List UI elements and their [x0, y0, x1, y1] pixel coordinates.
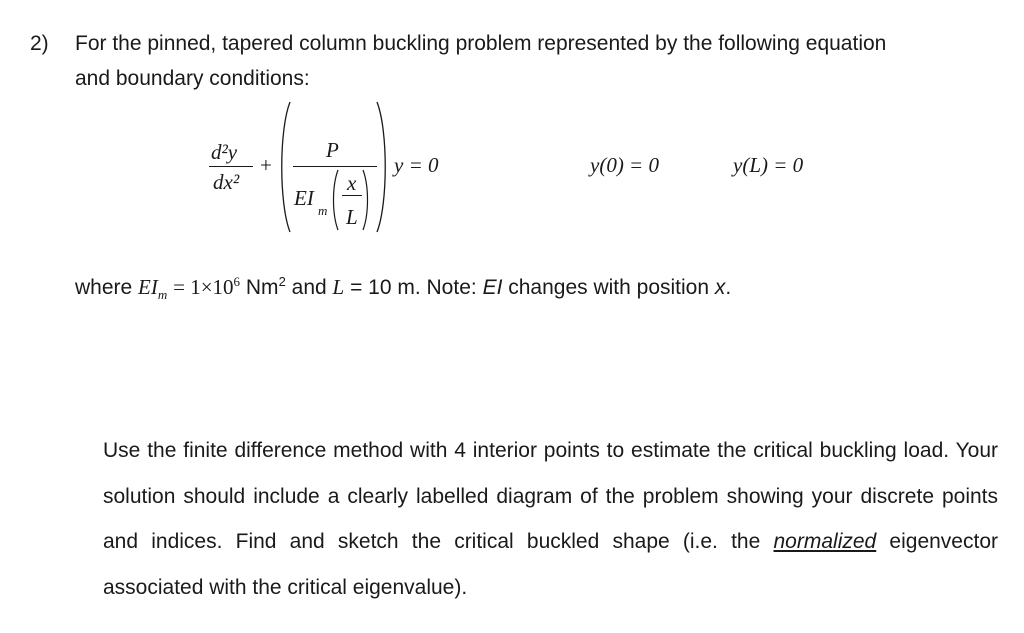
eq-m-subscript: m: [318, 203, 328, 218]
eq-fraction-line-3: [342, 195, 362, 196]
eq-x: x: [347, 171, 357, 195]
eq-plus: +: [260, 153, 272, 177]
eq-L: L: [346, 205, 358, 229]
small-paren-right: [361, 168, 371, 232]
where-units-exp: 2: [278, 274, 286, 289]
task-normalized: normalized: [773, 530, 877, 553]
where-and: and: [291, 276, 327, 299]
eq-y-equals-zero: y = 0: [394, 153, 439, 177]
where-period: .: [725, 276, 732, 299]
eq-EI: EI: [294, 186, 314, 210]
where-L: L: [332, 275, 345, 299]
where-units: Nm: [245, 276, 279, 299]
where-m-subscript: m: [157, 287, 168, 303]
where-line: [75, 274, 731, 301]
big-paren-right: [375, 100, 391, 234]
where-x-var: x: [714, 276, 726, 299]
big-paren-left: [276, 100, 292, 234]
problem-number: 2): [30, 32, 49, 55]
where-exponent: 6: [233, 274, 241, 289]
where-note-rest: changes with position: [508, 276, 710, 299]
where-L-value: = 10 m. Note:: [350, 276, 477, 299]
task-text-part2: eigenvector associated with the critical eigenvalue).: [103, 530, 998, 599]
task-text-part1: Use the finite difference method with 4 interior points to estimate the critical buckling load. Your solution should include a clearly labelled diagram of the problem showing your discrete points and indices. Find and sketch the critical buckled shape (i.e. the: [103, 439, 998, 553]
eq-fraction-line-1: [209, 166, 253, 167]
where-eq-value: = 1×10: [173, 275, 234, 299]
where-EI: EI: [138, 275, 158, 299]
boundary-condition-2: y(L) = 0: [733, 153, 804, 177]
boundary-condition-1: y(0) = 0: [590, 153, 659, 177]
eq-load-P: P: [326, 138, 339, 162]
eq-fraction-line-2: [293, 166, 377, 167]
problem-intro-line2: and boundary conditions:: [75, 67, 310, 90]
small-paren-left: [330, 168, 340, 232]
eq-numerator-d2y: d²y: [211, 140, 238, 164]
task-paragraph: [103, 428, 998, 610]
eq-denominator-dx2: dx²: [213, 170, 240, 194]
where-word: where: [75, 276, 133, 299]
problem-intro-line1: For the pinned, tapered column buckling problem represented by the following equation: [75, 32, 887, 55]
where-EI-note: EI: [482, 276, 503, 299]
